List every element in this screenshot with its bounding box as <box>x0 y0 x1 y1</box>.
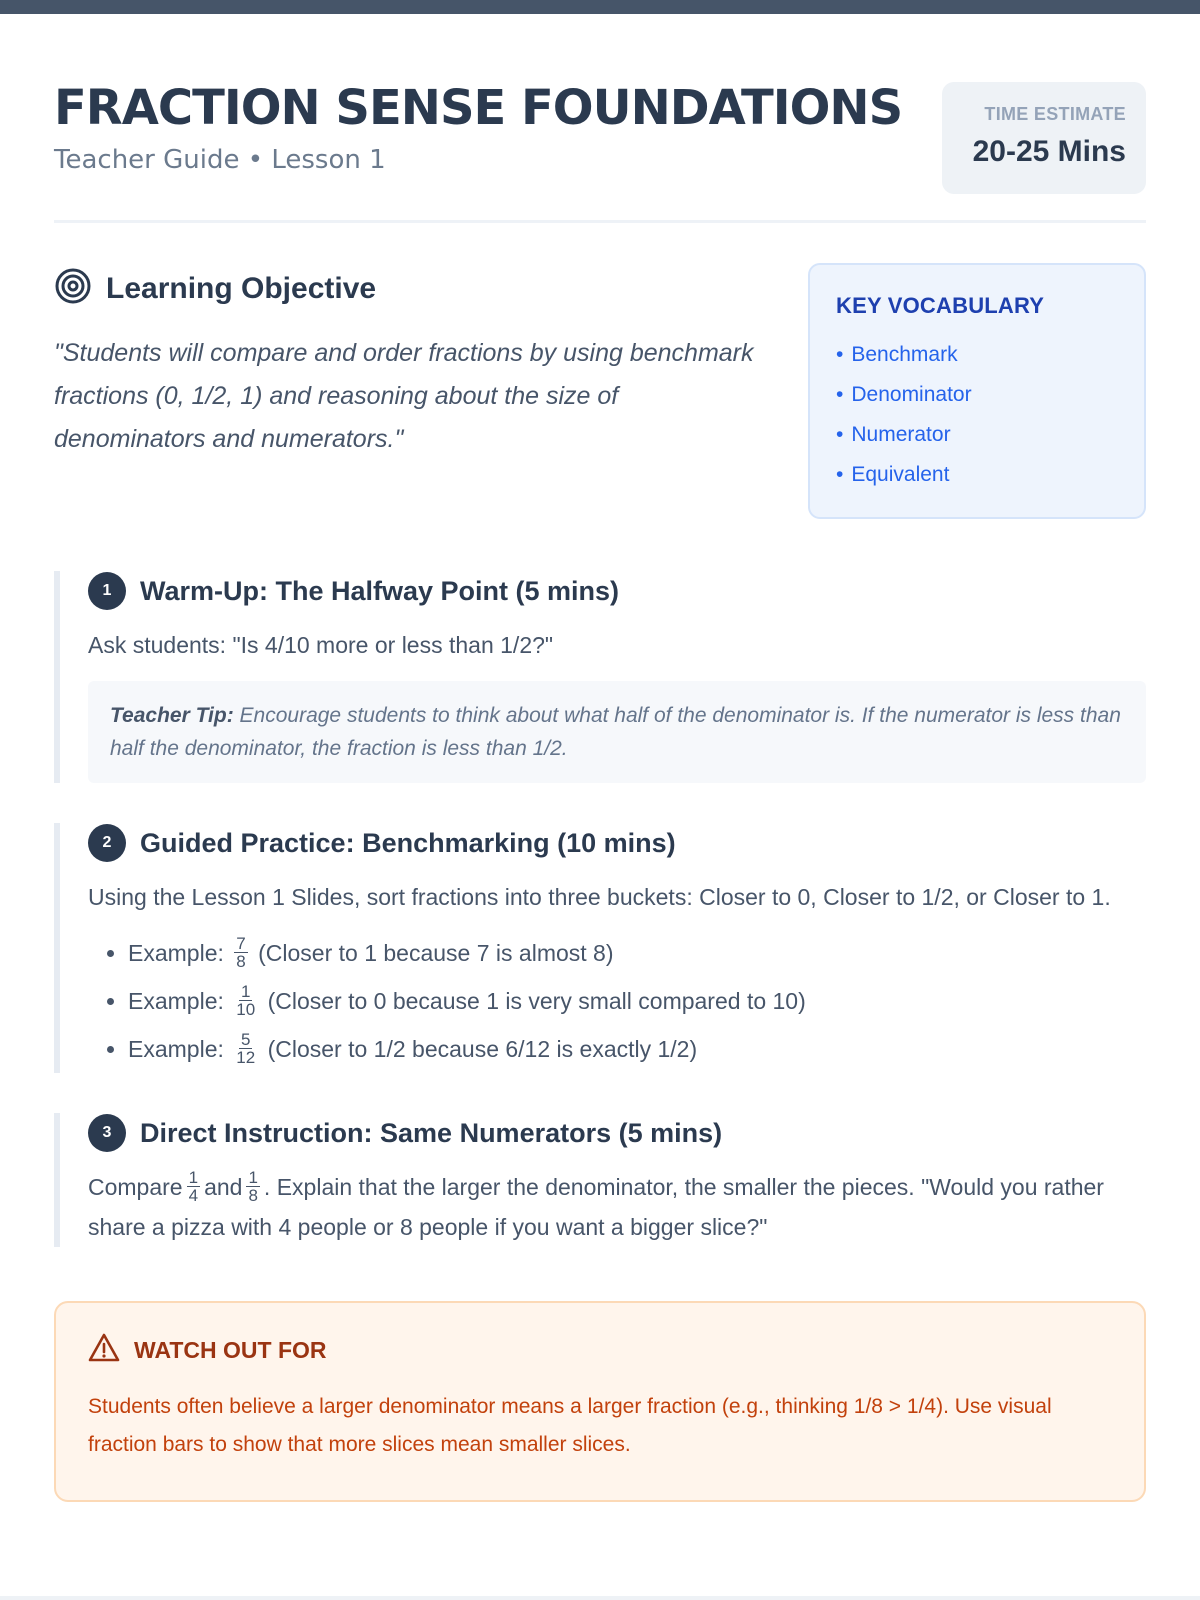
step-direct-instruction <box>54 1113 1146 1247</box>
vocabulary-item: • Equivalent <box>836 455 1118 495</box>
vocabulary-item: • Denominator <box>836 375 1118 415</box>
teacher-tip <box>88 681 1146 783</box>
lesson-page <box>0 14 1200 1502</box>
step-header <box>88 823 1146 863</box>
fraction-numerator: 7 <box>236 934 246 954</box>
time-estimate-label: TIME ESTIMATE <box>984 104 1126 124</box>
fraction-denominator: 12 <box>236 1048 256 1068</box>
example-prefix: Example: <box>128 988 224 1014</box>
step-description <box>88 1167 1146 1247</box>
page-header <box>54 14 1146 223</box>
fraction <box>234 935 247 970</box>
example-prefix: Example: <box>128 1036 224 1062</box>
fraction <box>246 1169 259 1204</box>
vocabulary-title: KEY VOCABULARY <box>836 293 1045 318</box>
fraction-numerator: 1 <box>248 1168 258 1188</box>
step-number-badge: 2 <box>88 824 126 862</box>
watch-out-text: Students often believe a larger denominator means a larger fraction (e.g., thinking 1/8 > 1/4). Use visual fraction bars to show that more slices mean smaller slices. <box>88 1395 1052 1456</box>
bottom-divider <box>0 1596 1200 1600</box>
watch-out-title: WATCH OUT FOR <box>134 1337 327 1363</box>
target-icon <box>54 267 92 310</box>
vocabulary-item: • Numerator <box>836 415 1118 455</box>
step-title: Direct Instruction: Same Numerators (5 mins) <box>140 1117 723 1148</box>
example-explanation: (Closer to 0 because 1 is very small compared to 10) <box>267 988 806 1014</box>
objective-heading <box>54 267 774 310</box>
fraction-numerator: 1 <box>188 1168 199 1188</box>
step-guided-practice <box>54 823 1146 1073</box>
step-number-badge: 3 <box>88 1114 126 1152</box>
step-title: Guided Practice: Benchmarking (10 mins) <box>140 827 676 858</box>
and-text: and <box>204 1174 243 1200</box>
objective-row <box>54 263 1146 519</box>
explanation-text: . Explain that the larger the denominator, the smaller the pieces. "Would you rather share a pizza with 4 people or 8 people if you want a bigger slice?" <box>88 1174 1104 1240</box>
example-item <box>128 1025 1146 1073</box>
example-explanation: (Closer to 1/2 because 6/12 is exactly 1/2) <box>267 1036 698 1062</box>
top-accent-bar <box>0 0 1200 14</box>
step-header <box>88 571 1146 611</box>
example-item <box>128 929 1146 977</box>
fraction-denominator: 8 <box>248 1186 258 1206</box>
step-description: Ask students: "Is 4/10 more or less than 1/2?" <box>88 632 554 658</box>
fraction-denominator: 4 <box>188 1186 199 1206</box>
compare-text: Compare <box>88 1174 183 1200</box>
objective-text: "Students will compare and order fractions by using benchmark fractions (0, 1/2, 1) and reasoning about the size of denominators and numerators." <box>54 339 754 453</box>
title-block <box>54 68 902 175</box>
time-estimate-value: 20-25 Mins <box>972 135 1126 168</box>
step-number-badge: 1 <box>88 572 126 610</box>
teacher-tip-label: Teacher Tip: <box>110 704 234 727</box>
example-explanation: (Closer to 1 because 7 is almost 8) <box>258 940 614 966</box>
fraction <box>187 1169 200 1204</box>
warning-triangle-icon <box>88 1333 120 1368</box>
fraction <box>234 983 257 1018</box>
objective-title: Learning Objective <box>106 271 377 305</box>
page-title: FRACTION SENSE FOUNDATIONS <box>54 80 903 136</box>
example-item <box>128 977 1146 1025</box>
fraction-numerator: 5 <box>240 1030 251 1050</box>
step-title: Warm-Up: The Halfway Point (5 mins) <box>140 575 620 606</box>
fraction-denominator: 8 <box>236 952 246 972</box>
watch-out-box <box>54 1301 1146 1502</box>
page-subtitle: Teacher Guide • Lesson 1 <box>54 144 386 175</box>
vocabulary-item: • Benchmark <box>836 335 1118 375</box>
step-description: Using the Lesson 1 Slides, sort fractions into three buckets: Closer to 0, Closer to 1/2, or Closer to 1. <box>88 884 1111 910</box>
fraction-numerator: 1 <box>240 982 251 1002</box>
example-prefix: Example: <box>128 940 224 966</box>
fraction <box>234 1031 257 1066</box>
key-vocabulary-box <box>808 263 1146 519</box>
vocabulary-list <box>836 335 1118 495</box>
example-list <box>88 929 1146 1073</box>
teacher-tip-text: Encourage students to think about what half of the denominator is. If the numerator is less than half the denominator, the fraction is less than 1/2. <box>110 704 1121 760</box>
step-warm-up <box>54 571 1146 783</box>
time-estimate-box <box>942 82 1146 194</box>
watch-out-header <box>88 1333 1112 1368</box>
step-header <box>88 1113 1146 1153</box>
fraction-denominator: 10 <box>236 1000 256 1020</box>
learning-objective <box>54 263 774 519</box>
